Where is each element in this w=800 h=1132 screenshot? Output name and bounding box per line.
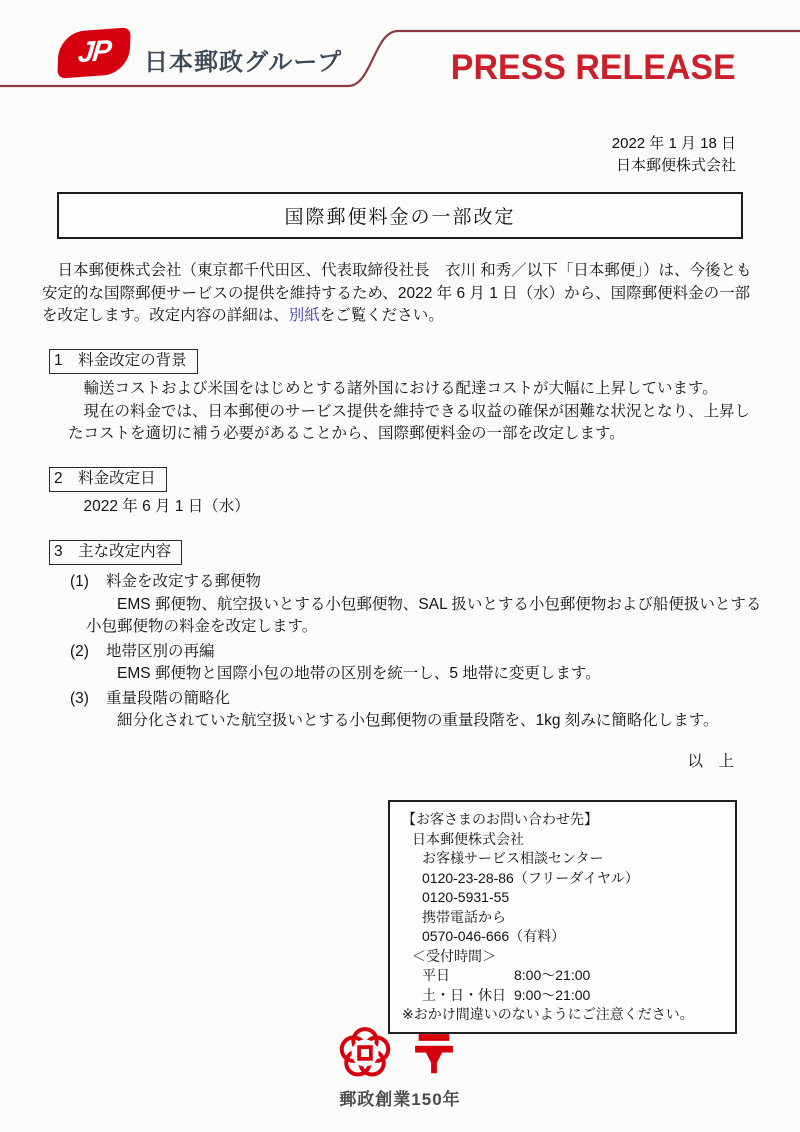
contact-company: 日本郵便株式会社: [412, 830, 524, 847]
section-main-changes: [42, 540, 764, 733]
item-3-body: 細分化されていた航空扱いとする小包郵便物の重量段階を、1kg 刻みに簡略化します。: [117, 712, 719, 729]
item-2-label: (2): [70, 642, 89, 660]
weekday-label: 平日: [422, 967, 450, 983]
section-3-heading: 3 主な改定内容: [49, 540, 182, 566]
item-1-label: (1): [70, 573, 89, 590]
document-title-box: [57, 192, 743, 239]
document-body: [42, 260, 764, 1034]
contact-note: ※おかけ間違いのないようにご注意ください。: [402, 1006, 694, 1022]
item-1-body: EMS 郵便物、航空扱いとする小包郵便物、SAL 扱いとする小包郵便物および船便扱いとする小包郵便物の料金を改定します。: [86, 595, 762, 635]
contact-mobile-label: 携帯電話から: [422, 908, 506, 925]
closing-ijo: 以 上: [687, 752, 734, 770]
footer: [0, 1026, 800, 1110]
weekday-time: 8:00～21:00: [514, 967, 591, 983]
contact-phone-tollfree: 0120-23-28-86（フリーダイヤル）: [422, 869, 639, 886]
plum-blossom-icon: [338, 1026, 392, 1080]
change-item-2: [70, 641, 764, 664]
contact-phone-tollfree-2: 0120-5931-55: [422, 889, 510, 905]
change-item-3: [70, 688, 764, 711]
hours-heading: ＜受付時間＞: [412, 947, 496, 964]
section-background: [42, 349, 764, 446]
item-1-title: 料金を改定する郵便物: [106, 573, 262, 590]
company-name: 日本郵便株式会社: [615, 157, 736, 174]
contact-box: [388, 800, 737, 1034]
change-item-1: [70, 571, 764, 594]
contact-phone-mobile: 0570-046-666（有料）: [422, 928, 566, 944]
hours-row-weekday: [422, 966, 725, 986]
item-2-body: EMS 郵便物と国際小包の地帯の区別を統一し、5 地帯に変更します。: [117, 665, 601, 682]
revision-date: 2022 年 6 月 1 日（水）: [83, 498, 250, 515]
jp-logo-text: JP: [76, 34, 112, 69]
section-2-heading: 2 料金改定日: [49, 467, 167, 493]
weekend-label: 土・日・休日: [422, 986, 506, 1003]
item-3-title: 重量段階の簡略化: [106, 689, 231, 707]
anniversary-text: 郵政創業150年: [339, 1090, 461, 1109]
date-block: [612, 133, 736, 177]
hours-row-weekend: [422, 986, 725, 1006]
group-name: 日本郵政グループ: [144, 49, 343, 76]
intro-text-after-link: をご覧ください。: [319, 307, 444, 324]
section-1-paragraph-2: 現在の料金では、日本郵便のサービス提供を維持できる収益の確保が困難な状況となり、上昇したコストを適切に補う必要があることから、国際郵便料金の一部を改定します。: [68, 402, 751, 442]
postal-mark-icon: [406, 1026, 462, 1080]
document-title: 国際郵便料金の一部改定: [284, 207, 516, 228]
section-revision-date: [42, 467, 764, 519]
weekend-time: 9:00～21:00: [514, 986, 591, 1003]
contact-heading: 【お客さまのお問い合わせ先】: [402, 811, 598, 827]
press-release-title: PRESS RELEASE: [451, 48, 736, 87]
attachment-link[interactable]: 別紙: [288, 307, 320, 324]
item-3-label: (3): [70, 689, 89, 707]
section-1-heading: 1 料金改定の背景: [49, 349, 198, 375]
jp-logo-icon: [57, 27, 130, 78]
anniversary-logos: [338, 1026, 462, 1080]
release-date: 2022 年 1 月 18 日: [611, 135, 736, 152]
contact-center-name: お客様サービス相談センター: [422, 850, 604, 866]
intro-paragraph: [42, 260, 764, 328]
item-2-title: 地帯区別の再編: [106, 642, 215, 660]
intro-text-before-link: 日本郵便株式会社（東京都千代田区、代表取締役社長 衣川 和秀／以下「日本郵便」）は、今後とも安定的な国際郵便サービスの提供を維持するため、2022 年 6 月 1 日（水）から、国際郵便料金の一部を改定します。改定内容の詳細は、: [42, 262, 752, 324]
section-1-paragraph-1: 輸送コストおよび米国をはじめとする諸外国における配達コストが大幅に上昇しています。: [83, 380, 718, 397]
